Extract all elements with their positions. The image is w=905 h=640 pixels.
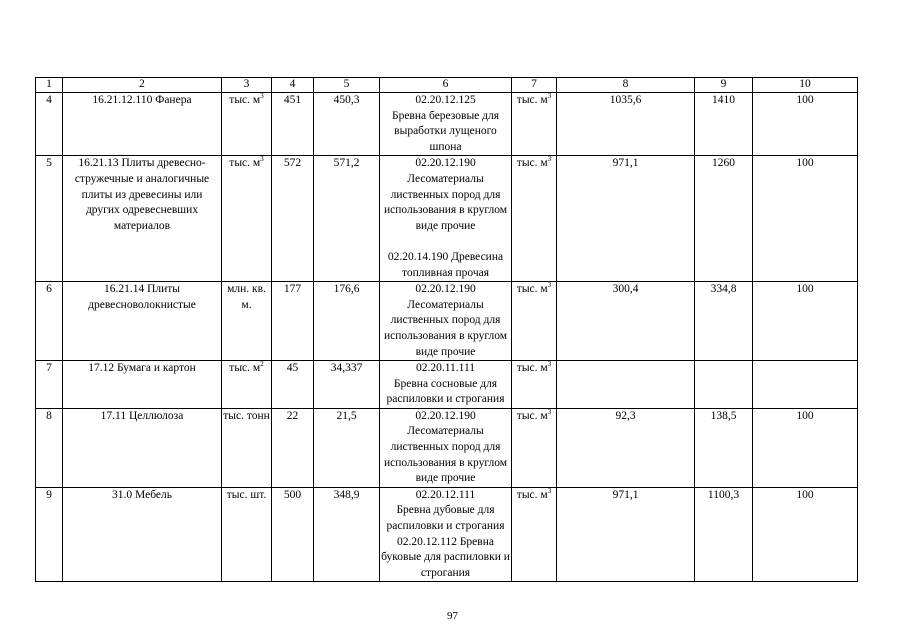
unit-exponent: 3 — [547, 155, 552, 164]
product-unit: тыс. шт. — [222, 487, 272, 582]
unit-text: тыс. м — [516, 409, 548, 422]
column-number: 4 — [272, 78, 314, 93]
row-number: 8 — [36, 408, 63, 487]
value-col10: 100 — [753, 93, 858, 156]
raw-material-code: 02.20.12.190 — [415, 283, 476, 296]
unit-text: тыс. м — [229, 94, 261, 106]
table-row — [36, 487, 858, 582]
value-col5: 348,9 — [314, 487, 380, 582]
value-col4: 500 — [272, 487, 314, 582]
raw-material-extra: 02.20.14.190 Древесина топливная прочая — [387, 250, 504, 279]
value-col9: 1100,3 — [695, 487, 753, 582]
raw-material-name: Бревна березовые для выработки лущеного шпона — [391, 109, 500, 153]
product-unit: млн. кв. м. — [222, 282, 272, 361]
column-number: 8 — [557, 78, 695, 93]
raw-material-cell — [380, 361, 512, 409]
column-number: 5 — [314, 78, 380, 93]
raw-material-cell — [380, 93, 512, 156]
table-row — [36, 282, 858, 361]
value-col10: 100 — [753, 408, 858, 487]
row-number: 6 — [36, 282, 63, 361]
raw-material-unit — [512, 361, 557, 409]
product-unit — [222, 361, 272, 409]
column-number: 9 — [695, 78, 753, 93]
value-col10 — [753, 361, 858, 409]
table-row — [36, 93, 858, 156]
raw-material-name: Лесоматериалы лиственных пород для использования в круглом виде прочие — [384, 172, 507, 232]
raw-material-code: 02.20.11.111 — [415, 362, 476, 375]
value-col8: 1035,6 — [557, 93, 695, 156]
value-col8: 971,1 — [557, 156, 695, 282]
unit-exponent: 3 — [260, 92, 264, 100]
value-col9: 138,5 — [695, 408, 753, 487]
column-number: 1 — [36, 78, 63, 93]
raw-material-code: 02.20.12.190 — [415, 409, 476, 422]
table-row — [36, 361, 858, 409]
value-col4: 177 — [272, 282, 314, 361]
product-name: 17.12 Бумага и картон — [63, 361, 222, 409]
raw-material-cell — [380, 282, 512, 361]
raw-material-name: Лесоматериалы лиственных пород для использования в круглом виде прочие — [384, 425, 507, 485]
value-col10: 100 — [753, 487, 858, 582]
product-unit — [222, 93, 272, 156]
table-row — [36, 156, 858, 282]
value-col8: 92,3 — [557, 408, 695, 487]
value-col8: 971,1 — [557, 487, 695, 582]
raw-material-extra: 02.20.12.112 Бревна буковые для распиловки и строгания — [381, 535, 510, 579]
unit-exponent: 3 — [547, 281, 552, 290]
row-number: 4 — [36, 93, 63, 156]
column-number: 3 — [222, 78, 272, 93]
unit-text: тыс. м — [516, 488, 548, 501]
value-col4: 572 — [272, 156, 314, 282]
unit-exponent: 2 — [260, 360, 264, 369]
value-col5: 34,337 — [314, 361, 380, 409]
unit-exponent: 3 — [547, 92, 552, 100]
value-col10: 100 — [753, 282, 858, 361]
unit-text: тыс. м — [516, 283, 548, 296]
value-col4: 451 — [272, 93, 314, 156]
product-name: 16.21.12.110 Фанера — [63, 93, 222, 156]
value-col9 — [695, 361, 753, 409]
unit-text: тыс. м — [229, 362, 261, 375]
value-col5: 450,3 — [314, 93, 380, 156]
column-number: 2 — [63, 78, 222, 93]
column-number: 7 — [512, 78, 557, 93]
column-number: 6 — [380, 78, 512, 93]
product-name: 16.21.14 Плиты древесноволокнистые — [63, 282, 222, 361]
product-unit: тыс. тонн — [222, 408, 272, 487]
row-number: 5 — [36, 156, 63, 282]
value-col8: 300,4 — [557, 282, 695, 361]
unit-exponent: 3 — [547, 487, 552, 495]
raw-material-unit — [512, 93, 557, 156]
page-number: 97 — [447, 610, 458, 622]
unit-text: тыс. м — [229, 157, 261, 170]
row-number: 9 — [36, 487, 63, 582]
raw-material-name: Бревна сосновые для распиловки и строгания — [386, 377, 505, 406]
value-col4: 22 — [272, 408, 314, 487]
spacer — [381, 234, 510, 250]
raw-material-unit — [512, 487, 557, 582]
value-col9: 1260 — [695, 156, 753, 282]
product-name: 16.21.13 Плиты древесно-стружечные и аналогичные плиты из древесины или других одревесневших материалов — [63, 156, 222, 282]
value-col5: 571,2 — [314, 156, 380, 282]
raw-material-code: 02.20.12.190 — [415, 157, 476, 170]
raw-material-cell — [380, 156, 512, 282]
value-col8 — [557, 361, 695, 409]
product-unit — [222, 156, 272, 282]
value-col5: 21,5 — [314, 408, 380, 487]
raw-material-code: 02.20.12.111 — [415, 488, 476, 501]
value-col9: 334,8 — [695, 282, 753, 361]
column-number-row — [36, 78, 858, 93]
value-col5: 176,6 — [314, 282, 380, 361]
value-col9: 1410 — [695, 93, 753, 156]
unit-exponent: 3 — [547, 408, 552, 416]
raw-material-name: Бревна дубовые для распиловки и строгания — [386, 504, 505, 533]
unit-text: тыс. м — [516, 94, 548, 106]
product-name: 17.11 Целлюлоза — [63, 408, 222, 487]
raw-material-unit — [512, 408, 557, 487]
raw-material-unit — [512, 156, 557, 282]
unit-text: тыс. м — [516, 362, 548, 375]
column-number: 10 — [753, 78, 858, 93]
raw-material-cell — [380, 487, 512, 582]
row-number: 7 — [36, 361, 63, 409]
unit-exponent: 3 — [547, 360, 552, 369]
unit-exponent: 3 — [260, 155, 264, 164]
unit-text: тыс. м — [516, 157, 548, 170]
resource-table — [35, 77, 858, 582]
value-col4: 45 — [272, 361, 314, 409]
value-col10: 100 — [753, 156, 858, 282]
product-name: 31.0 Мебель — [63, 487, 222, 582]
raw-material-unit — [512, 282, 557, 361]
raw-material-code: 02.20.12.125 — [415, 94, 476, 106]
raw-material-cell — [380, 408, 512, 487]
raw-material-name: Лесоматериалы лиственных пород для использования в круглом виде прочие — [384, 298, 507, 358]
table-row — [36, 408, 858, 487]
